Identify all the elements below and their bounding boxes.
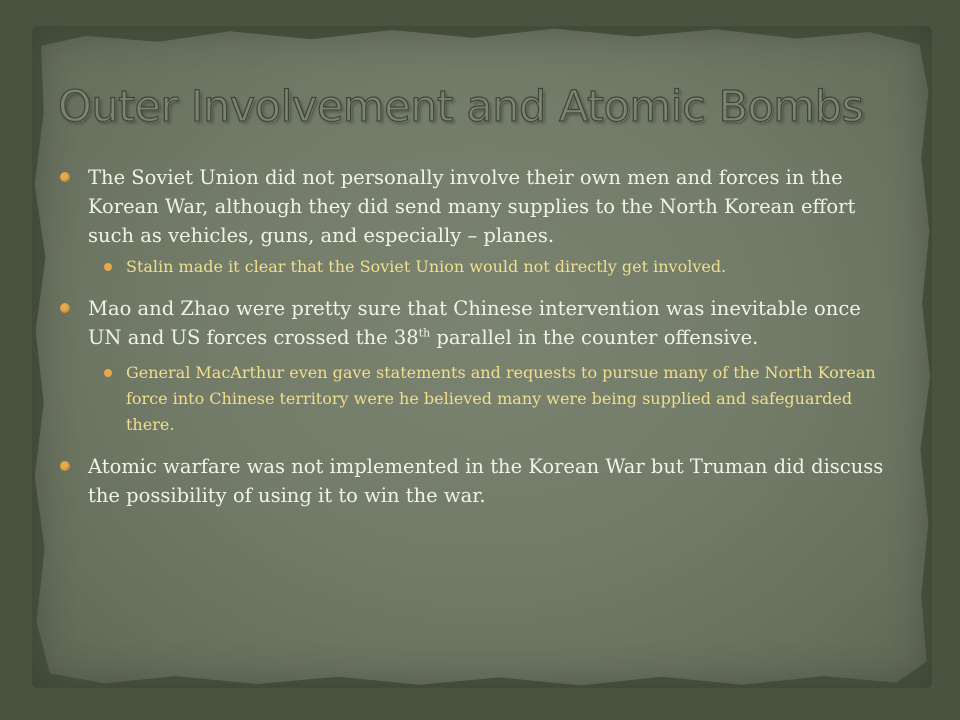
sub-bullet-item-2 [58, 360, 898, 438]
bullet-icon [60, 303, 70, 313]
bullet-text-1: The Soviet Union did not personally involve their own men and forces in the Korean War, although they did send many supplies to the North Korean effort such as vehicles, guns, and especially – planes. [88, 166, 856, 247]
bullet-item-2 [58, 294, 898, 352]
sub-bullet-icon [104, 263, 112, 271]
bullet-item-1 [58, 163, 898, 250]
ordinal-suffix: th [418, 326, 431, 340]
slide-title: Outer Involvement and Atomic Bombs [58, 82, 864, 132]
sub-bullet-text-2: General MacArthur even gave statements and requests to pursue many of the North Korean force into Chinese territory were he believed many were being supplied and safeguarded there. [126, 363, 876, 434]
bullet-text-2-part-1: Mao and Zhao were pretty sure that Chinese intervention was inevitable once UN and US forces crossed the 38 [88, 297, 861, 349]
bullet-text-2-part-2: parallel in the counter offensive. [430, 326, 759, 349]
sub-bullet-item-1 [58, 254, 898, 280]
bullet-item-3 [58, 452, 898, 510]
bullet-icon [60, 461, 70, 471]
sub-bullet-text-1: Stalin made it clear that the Soviet Union would not directly get involved. [126, 257, 727, 276]
bullet-icon [60, 172, 70, 182]
bullet-text-3: Atomic warfare was not implemented in the Korean War but Truman did discuss the possibility of using it to win the war. [88, 455, 884, 507]
bullet-list [58, 163, 898, 510]
sub-bullet-icon [104, 369, 112, 377]
